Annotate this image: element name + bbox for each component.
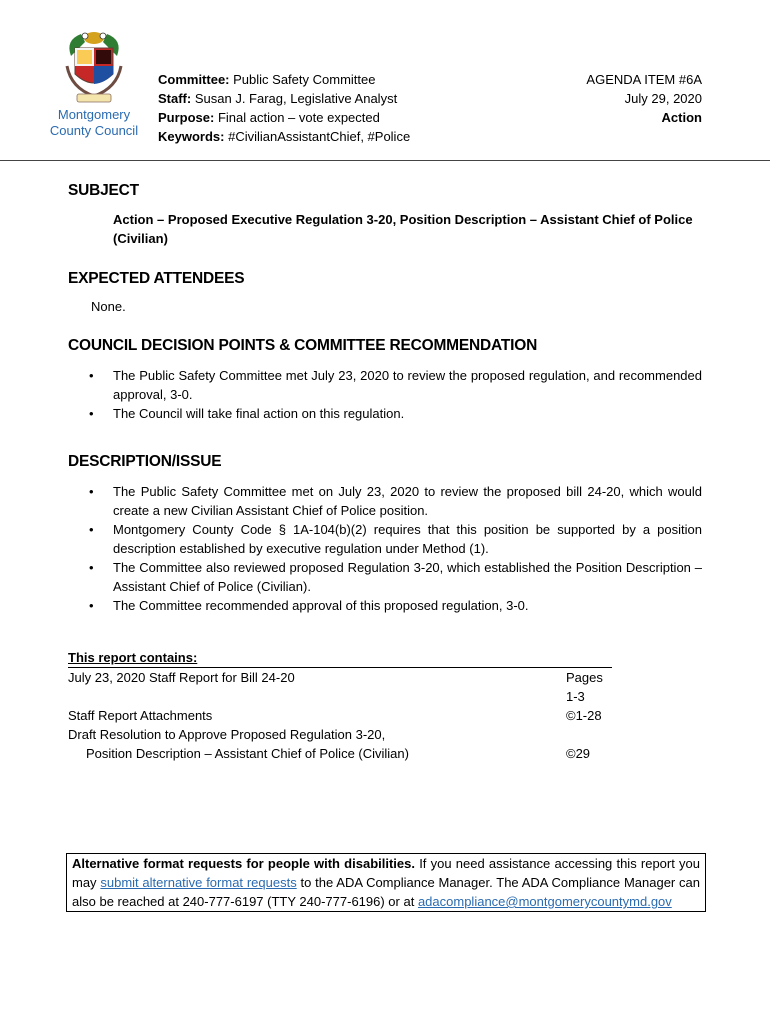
list-item: • Montgomery County Code § 1A-104(b)(2) requires that this position be supported by a position description established by executive regulation under Method (1). xyxy=(89,520,702,558)
keywords-label: Keywords: xyxy=(158,129,225,144)
org-name-line2: County Council xyxy=(49,123,139,138)
county-seal-logo xyxy=(63,26,125,106)
header-divider xyxy=(0,160,770,161)
org-name-line1: Montgomery xyxy=(57,107,131,122)
report-item: Position Description – Assistant Chief of Police (Civilian) xyxy=(86,746,409,761)
ada-bold: Alternative format requests for people with disabilities. xyxy=(72,856,415,871)
report-heading: This report contains: xyxy=(68,650,198,665)
table-row xyxy=(68,668,612,706)
report-item: July 23, 2020 Staff Report for Bill 24-20 xyxy=(68,670,295,685)
report-contents xyxy=(68,648,612,763)
purpose-label: Purpose: xyxy=(158,110,215,125)
report-item: Staff Report Attachments xyxy=(68,708,213,723)
keywords-value: #CivilianAssistantChief, #Police xyxy=(228,129,411,144)
list-item: • The Committee recommended approval of this proposed regulation, 3-0. xyxy=(89,596,702,615)
list-item: • The Council will take final action on this regulation. xyxy=(89,404,702,423)
table-row xyxy=(68,744,612,763)
attendees-heading: EXPECTED ATTENDEES xyxy=(68,270,245,287)
agenda-date: July 29, 2020 xyxy=(624,91,702,106)
report-pages: ©29 xyxy=(566,746,591,761)
report-pages: Pages 1-3 xyxy=(566,670,603,704)
list-item: • The Public Safety Committee met on July 23, 2020 to review the proposed bill 24-20, which would create a new Civilian Assistant Chief of Police position. xyxy=(89,482,702,520)
decision-list xyxy=(89,366,702,423)
table-row xyxy=(68,725,612,744)
org-name xyxy=(44,107,144,139)
agenda-action: Action xyxy=(661,110,702,125)
staff-label: Staff: xyxy=(158,91,192,106)
description-list xyxy=(89,482,702,615)
report-pages: ©1-28 xyxy=(566,708,602,723)
list-item: • The Public Safety Committee met July 23, 2020 to review the proposed regulation, and recommended approval, 3-0. xyxy=(89,366,702,404)
purpose-value: Final action – vote expected xyxy=(217,110,380,125)
subject-text: Action – Proposed Executive Regulation 3-20, Position Description – Assistant Chief of Police (Civilian) xyxy=(113,212,693,246)
ada-text1: If you need assistance accessing this report you may xyxy=(72,856,700,890)
agenda-item: AGENDA ITEM #6A xyxy=(586,72,702,87)
ada-text2: to the ADA Compliance Manager. The ADA Compliance Manager can also be reached at 240-777-6197 (TTY 240-777-6196) or at xyxy=(72,875,701,909)
meta-block xyxy=(158,70,410,146)
ada-request-link[interactable]: submit alternative format requests xyxy=(100,875,297,890)
report-item: Draft Resolution to Approve Proposed Regulation 3-20, xyxy=(68,727,386,742)
description-heading: DESCRIPTION/ISSUE xyxy=(68,453,222,470)
report-pages xyxy=(566,725,612,744)
attendees-text: None. xyxy=(91,299,126,314)
decision-heading: COUNCIL DECISION POINTS & COMMITTEE RECOMMENDATION xyxy=(68,337,538,354)
committee-value: Public Safety Committee xyxy=(233,72,376,87)
list-item: • The Committee also reviewed proposed Regulation 3-20, which established the Position Description – Assistant Chief of Police (Civilian). xyxy=(89,558,702,596)
staff-value: Susan J. Farag, Legislative Analyst xyxy=(194,91,398,106)
ada-email-link[interactable]: adacompliance@montgomerycountymd.gov xyxy=(417,894,672,909)
table-row xyxy=(68,706,612,725)
ada-notice xyxy=(66,853,706,912)
subject-heading: SUBJECT xyxy=(68,182,139,199)
agenda-block xyxy=(586,70,702,127)
committee-label: Committee: xyxy=(158,72,230,87)
